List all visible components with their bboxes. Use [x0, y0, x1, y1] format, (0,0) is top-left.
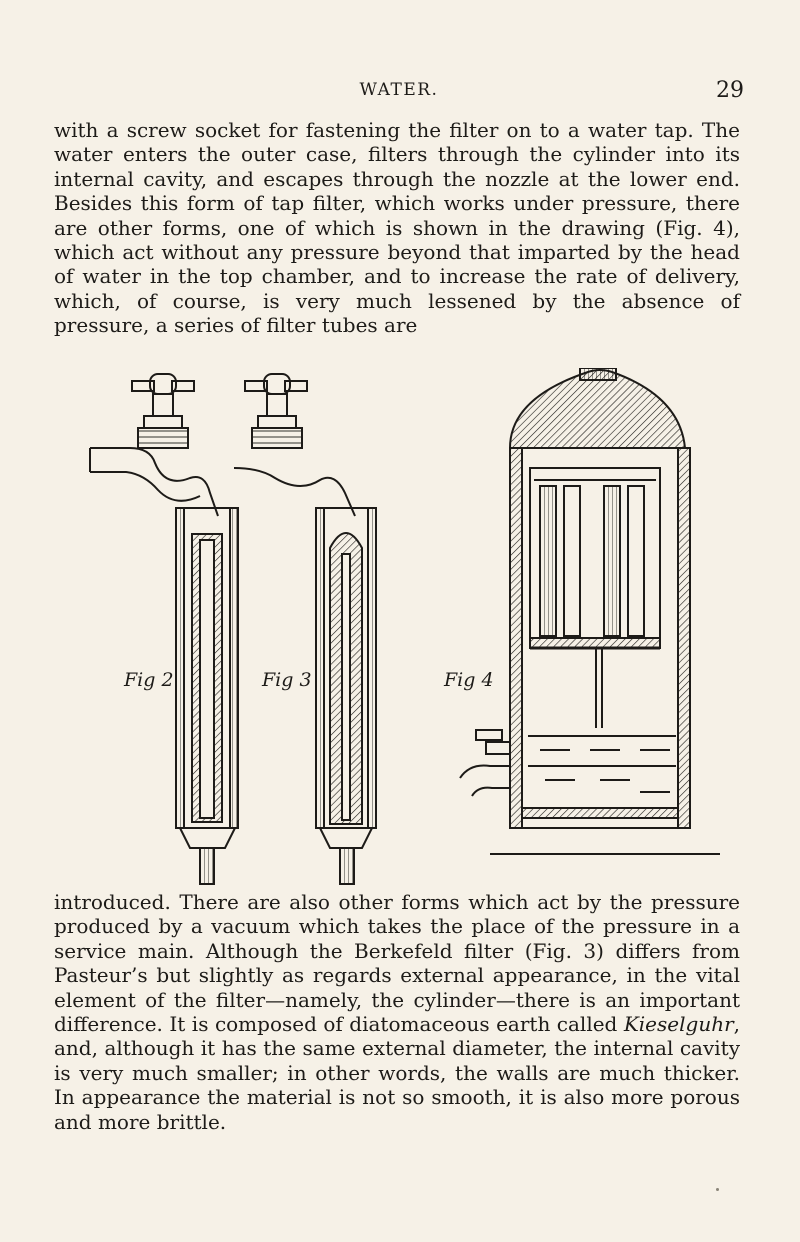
paragraph-bottom-text-1: introduced. There are also other forms which act by the pressure produced by a vacuum which takes the place of the pressure in a service main. Although the Berkefeld filter (Fig. 3) differs from Pasteur’s but slightly as regards external appearance, in the vital element of the filter—namely, the cylinder—there is an important difference. It is composed of diatomaceous earth called: [54, 890, 740, 1037]
paragraph-bottom: [54, 890, 740, 1134]
filter-drawing: [40, 368, 770, 888]
page-header: [54, 78, 744, 108]
fig4-label: Fig 4: [444, 669, 494, 691]
fig3-label: Fig 3: [262, 669, 312, 691]
fig3-drawing: [234, 374, 376, 884]
kieselguhr-term: Kieselguhr: [623, 1012, 734, 1037]
running-head: WATER.: [359, 80, 439, 100]
filter-illustration: [40, 368, 770, 888]
paragraph-bottom-text-2: , and, although it has the same external diameter, the internal cavity is very much smaller; in other words, the walls are much thicker. In appearance the material is not so smooth, it is also more porous and more brittle.: [54, 1012, 740, 1134]
fig4-drawing: [460, 368, 720, 854]
page-number: 29: [716, 78, 744, 103]
fig2-label: Fig 2: [124, 669, 174, 691]
fig2-drawing: [90, 374, 238, 884]
print-speck: [716, 1188, 719, 1191]
paragraph-top: with a screw socket for fastening the filter on to a water tap. The water enters the outer case, filters through the cylinder into its internal cavity, and escapes through the nozzle at the lower end. Besides this form of tap filter, which works under pressure, there are other forms, one of which is shown in the drawing (Fig. 4), which act without any pressure beyond that imparted by the head of water in the top chamber, and to increase the rate of delivery, which, of course, is very much lessened by the absence of pressure, a series of filter tubes are: [54, 118, 740, 338]
